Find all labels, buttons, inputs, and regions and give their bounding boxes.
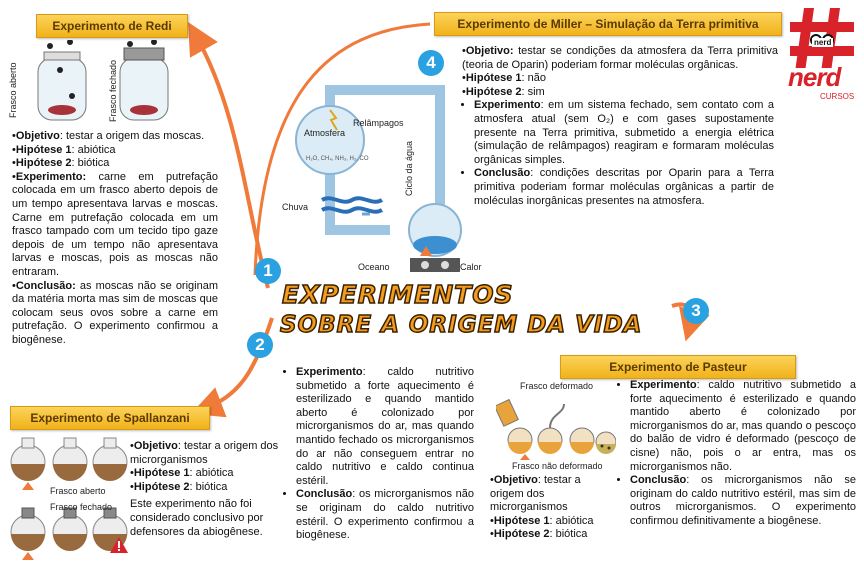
pasteur-h2-label: Hipótese 2: [493, 528, 550, 541]
miller-conc: : condições descritas por Oparin para a Terra primitiva poderiam formar moléculas orgânicas a partir de moléculas inorgânicas presentes na atmosfera.: [474, 167, 774, 207]
miller-exp: : em um sistema fechado, sem contato com a atmosfera atual (sem O₂) e com gases supostamente presente na Terra primitiva, submetido a energia elétrica (simulação de relâmpagos) reagiram e formaram moléculas orgânicas simples.: [474, 99, 774, 166]
spallanzani-objetivo-label: Objetivo: [133, 440, 178, 452]
main-title-line1: EXPERIMENTOS: [282, 280, 514, 309]
miller-h2: : sim: [521, 85, 545, 98]
redi-exp-label: Experimento:: [15, 170, 87, 183]
spallanzani-objetivo: : testar a origem dos microrganismos: [130, 440, 279, 466]
number-badge-3: 3: [683, 298, 709, 324]
pasteur-right-text: [618, 379, 856, 529]
main-title-line2: SOBRE A ORIGEM DA VIDA: [280, 312, 643, 338]
redi-jars-illustration: [20, 40, 180, 130]
redi-closed-jar-label: Frasco fechado: [108, 59, 118, 122]
redi-objetivo: : testar a origem das moscas.: [59, 130, 205, 142]
redi-objetivo-label: Objetivo: [15, 130, 60, 142]
miller-relampagos-label: Relâmpagos: [353, 118, 404, 128]
pasteur-h1-label: Hipótese 1: [493, 514, 550, 527]
pasteur-objetivo-label: Objetivo: [493, 474, 538, 486]
pasteur-deformado-label: Frasco deformado: [520, 381, 594, 391]
spallanzani-header: Experimento de Spallanzani: [10, 406, 210, 430]
pasteur-objetivo: : testar a origem dos microrganismos: [490, 474, 581, 514]
miller-calor-label: Calor: [460, 262, 482, 272]
miller-exp-label: Experimento: [474, 99, 541, 112]
miller-oceano-label: Oceano: [358, 262, 390, 272]
miller-apparatus-illustration: [270, 80, 470, 280]
number-badge-1: 1: [255, 258, 281, 284]
miller-header: Experimento de Miller – Simulação da Terra primitiva: [434, 12, 782, 36]
spallanzani-closed-label: Frasco fechado: [50, 502, 113, 512]
logo-text: nerd: [788, 62, 841, 92]
spallanzani-h1: : abiótica: [189, 467, 234, 480]
pasteur-exp-label: Experimento: [630, 379, 697, 391]
redi-conc-label: Conclusão:: [15, 279, 76, 292]
closed-jar: [120, 40, 168, 120]
redi-open-jar-label: Frasco aberto: [8, 62, 18, 118]
pasteur-h1: : abiótica: [549, 514, 594, 527]
spallanzani-h1-label: Hipótese 1: [133, 467, 190, 480]
redi-h1: : abiótica: [71, 143, 116, 156]
spallanzani-exp: : caldo nutritivo submetido a forte aquecimento é esterilizado e quando mantido aberto é colonizado por microrganismos do ar, mas quando mantido fechado os microrganismos do ar não conseguem entrar no caldo nutritivo e caldo continua estéril.: [296, 366, 474, 487]
pasteur-conc-label: Conclusão: [630, 474, 687, 487]
redi-header: Experimento de Redi: [36, 14, 188, 38]
pasteur-exp: : caldo nutritivo submetido a forte aquecimento é esterilizado e quando mantido aberto é colonizado por microrganismos do ar, mas quando o pescoço do balão de vidro é deformado (pescoço de cisne) não, pois o ar entra, mas os microrganismos não.: [630, 379, 856, 473]
number-badge-4: 4: [418, 50, 444, 76]
redi-h2: : biótica: [71, 157, 110, 170]
pasteur-left-text: •Objetivo: testar a origem dos microrganismos •Hipótese 1: abiótica •Hipótese 2: biótica: [490, 474, 594, 541]
number-badge-2: 2: [247, 332, 273, 358]
miller-chuva-label: Chuva: [282, 202, 309, 212]
pasteur-nao-deformado-label: Frasco não deformado: [512, 461, 603, 471]
spallanzani-note: Este experimento não foi considerado conclusivo por defensores da abiogênese.: [130, 498, 264, 538]
logo-sub: CURSOS: [820, 92, 855, 101]
pasteur-conc: : os microrganismos não se originam do caldo nutritivo estéril, mas sim de outros microrganismos. O experimento confirmou definitivamente a biogênese.: [630, 474, 856, 527]
miller-text: •Objetivo: testar se condições da atmosfera da Terra primitiva (teoria de Oparin) poderiam formar moléculas orgânicas. •Hipótese 1: não •Hipótese 2: sim • Experimento: em um sistema fechado, sem contato com a atmosfera atual (sem O₂) e com gases supostamente presente na Terra primitiva, submetido a energia elétrica (simulação de relâmpagos) reagiram e formaram moléculas orgânicas simples. • Conclusão: condições descritas por Oparin para a Terra primitiva poderiam formar moléculas orgânicas a partir de moléculas inorgânicas presentes na atmosfera.: [462, 45, 778, 208]
spallanzani-experiment-text: [284, 366, 474, 543]
spallanzani-conc: : os microrganismos não se originam do caldo nutritivo estéril. O experimento confirmou a biogênese.: [296, 488, 474, 542]
logo-badge: nerd: [814, 38, 832, 47]
pasteur-flasks-illustration: [496, 392, 616, 462]
miller-conc-label: Conclusão: [474, 167, 531, 180]
redi-conc: as moscas não se originam da matéria morta mas sim de moscas que colocam seus ovos sobre a carne em putrefação. O experimento confirmou a biogênese.: [12, 279, 218, 346]
redi-h2-label: Hipótese 2: [15, 157, 72, 170]
redi-text: •Objetivo: testar a origem das moscas. •Hipótese 1: abiótica •Hipótese 2: biótica •Experimento: carne em putrefação colocada em um frasco aberto depois de um tempo apresentava larvas e moscas. Carne em putrefação colocada em um frasco tampado com um tecido tipo gaze depois de um tempo não apresentava larvas e moscas, pois as moscas não entraram. •Conclusão: as moscas não se originam da matéria morta mas sim de moscas que colocam seus ovos sobre a carne em putrefação. O experimento confirmou a biogênese.: [12, 130, 218, 346]
miller-h1: : não: [521, 72, 546, 85]
miller-objetivo-label: Objetivo:: [465, 45, 514, 57]
spallanzani-exp-label: Experimento: [296, 366, 363, 378]
warning-icon: [110, 537, 128, 553]
open-jar: [38, 40, 86, 120]
miller-gases-label: H₂O, CH₄, NH₃, H₂, CO: [306, 156, 369, 162]
redi-h1-label: Hipótese 1: [15, 143, 72, 156]
miller-h2-label: Hipótese 2: [465, 85, 522, 98]
spallanzani-text: •Objetivo: testar a origem dos microrganismos •Hipótese 1: abiótica •Hipótese 2: biótica Este experimento não foi considerado conclusivo por defensores da abiogênese.: [130, 440, 282, 539]
spallanzani-h2-label: Hipótese 2: [133, 480, 190, 493]
miller-atmosfera-label: Atmosfera: [304, 128, 346, 138]
spallanzani-open-label: Frasco aberto: [50, 486, 106, 496]
miller-h1-label: Hipótese 1: [465, 72, 522, 85]
miller-ciclo-label: Ciclo da água: [404, 140, 414, 196]
pasteur-header: Experimento de Pasteur: [560, 355, 796, 379]
spallanzani-h2: : biótica: [189, 480, 228, 493]
miller-objetivo: testar se condições da atmosfera da Terra primitiva (teoria de Oparin) poderiam formar moléculas orgânicas.: [462, 45, 778, 71]
pasteur-h2: : biótica: [549, 528, 588, 541]
redi-exp: carne em putrefação colocada em um frasco aberto depois de um tempo apresentava larvas e moscas. Carne em putrefação colocada em um frasco tampado com um tecido tipo gaze depois de um tempo não apresentava larvas e moscas, pois as moscas não entraram.: [12, 170, 218, 278]
spallanzani-conc-label: Conclusão: [296, 488, 353, 501]
